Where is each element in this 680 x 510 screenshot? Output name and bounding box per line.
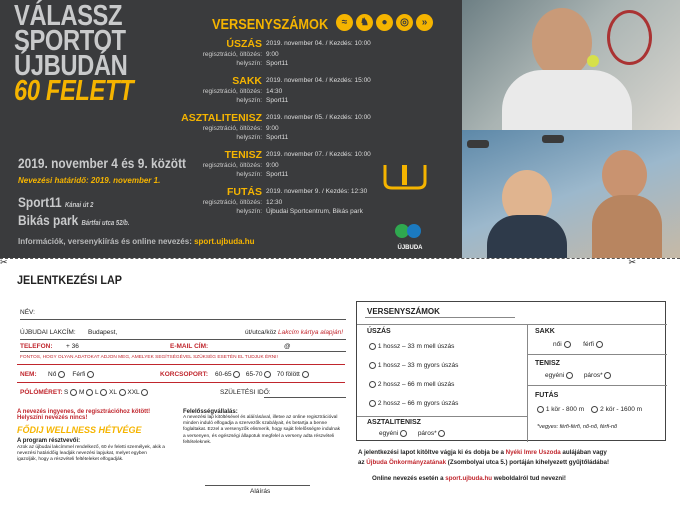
divider — [357, 324, 667, 325]
venue1-name: Sport11 — [18, 194, 62, 210]
venue2-name: Bikás park — [18, 212, 79, 228]
photo-senior-tennis — [462, 0, 680, 130]
tt-radio-2[interactable] — [438, 430, 445, 437]
tennis-option-1: egyéni — [545, 372, 565, 380]
divider — [527, 385, 667, 386]
event-date: 2019. november 04. / Kezdés: 10:00 — [266, 40, 371, 47]
age-option-2-label: 65-70 — [245, 371, 263, 379]
sport-icons — [336, 14, 433, 31]
swim-radio-2[interactable] — [369, 362, 376, 369]
shirt-m-label: M — [78, 389, 85, 397]
address-field[interactable] — [20, 339, 346, 340]
shirt-radio-s[interactable] — [70, 389, 77, 396]
online-line — [372, 475, 566, 482]
event-name: ÚSZÁS — [226, 38, 262, 50]
table-tennis-icon: ● — [376, 14, 393, 31]
free-note-1: A nevezés ingyenes, de regisztrációhoz kötött! — [17, 409, 151, 415]
venue2-addr: Bártfai utca 52/b. — [81, 220, 130, 227]
liability-info — [183, 409, 343, 446]
gender-radio-male[interactable] — [87, 371, 94, 378]
event-name: FUTÁS — [227, 186, 262, 198]
divider — [357, 416, 527, 417]
title-line-2: SPORTOT — [14, 25, 126, 57]
shirt-size-label: PÓLÓMÉRET: — [20, 389, 63, 396]
swim-option-2: 1 hossz – 33 m gyors úszás — [377, 362, 459, 370]
info-prefix: Információk, versenykiírás és online nevezés: — [18, 237, 195, 246]
swimming-icon: ≈ — [336, 14, 353, 31]
tennis-icon: ◎ — [396, 14, 413, 31]
events-box-title: VERSENYSZÁMOK — [367, 307, 440, 316]
run-title: FUTÁS — [535, 392, 559, 399]
swim-radio-1[interactable] — [369, 343, 376, 350]
chess-radio-1[interactable] — [564, 341, 571, 348]
signature-label: Aláírás — [250, 488, 271, 495]
swim-radio-3[interactable] — [369, 381, 376, 388]
birth-date-field[interactable] — [264, 397, 346, 398]
swim-radio-4[interactable] — [369, 400, 376, 407]
run-radio-2[interactable] — [591, 406, 598, 413]
gender-options — [48, 371, 94, 378]
event-name: TENISZ — [224, 149, 262, 161]
name-label: NÉV: — [20, 309, 35, 316]
tennis-option-2: páros* — [583, 372, 603, 380]
tennis-title: TENISZ — [535, 360, 560, 367]
info-line — [18, 237, 255, 246]
photo-face-shape — [532, 8, 592, 78]
dumbbell-icon — [467, 140, 489, 148]
shirt-radio-xl[interactable] — [119, 389, 126, 396]
place-label: helyszín: — [236, 171, 262, 178]
birth-date-label: SZÜLETÉSI IDŐ: — [220, 389, 271, 396]
reg-time: 12:30 — [266, 199, 283, 206]
photo-body-shape — [592, 195, 662, 258]
venue-bikas-park — [18, 212, 129, 228]
separator — [17, 382, 345, 383]
gender-radio-female[interactable] — [58, 371, 65, 378]
events-selection-box — [356, 301, 666, 441]
separator — [17, 364, 345, 365]
event-date: 2019. november 07. / Kezdés: 10:00 — [266, 151, 371, 158]
shirt-l-label: L — [95, 389, 99, 397]
chess-title: SAKK — [535, 328, 555, 335]
chess-option-1: női — [553, 341, 562, 349]
contact-warning: FONTOS, HOGY OLYAN ADATOKAT ADJON MEG, AMELYEK SEGÍTSÉGÉVEL SZÜKSÉG ESETÉN EL TUDJUK ÉRNI! — [20, 355, 278, 360]
tennis-radio-2[interactable] — [604, 372, 611, 379]
age-radio-2[interactable] — [264, 371, 271, 378]
title-line-4: 60 FELETT — [14, 75, 134, 107]
email-label: E-MAIL CÍM: — [170, 343, 209, 350]
divider — [527, 324, 528, 442]
running-icon: » — [416, 14, 433, 31]
liability-text: A nevezési lap kitöltésével és aláírásával, illetve az online regisztrációval minden induló elfogadja a szervezők szabályait, és betartja a benne foglaltakat. Ezzel a versenyzők elismerik, hogy saját felelősségre indulnak a versenyen, és egészségi állapotuk megfelel a verseny adta részvételi feltételeknek. — [183, 415, 341, 445]
reg-label: regisztráció, öltözés: — [202, 162, 262, 169]
registration-form — [0, 258, 680, 510]
ujbuda-logo — [390, 222, 430, 252]
online-c: weboldalról tud nevezni! — [492, 475, 566, 482]
tennis-radio-1[interactable] — [566, 372, 573, 379]
place-label: helyszín: — [236, 97, 262, 104]
name-field[interactable] — [20, 319, 346, 320]
place: Sport11 — [266, 60, 289, 67]
reg-label: regisztráció, öltözés: — [202, 125, 262, 132]
reg-time: 14:30 — [266, 88, 283, 95]
online-a: Online nevezés esetén a — [372, 475, 446, 482]
age-option-3-label: 70 fölött — [276, 371, 300, 379]
ujbuda-logo-text: ÚJBUDA — [397, 245, 423, 251]
event-date: 2019. november 04. / Kezdés: 15:00 — [266, 77, 371, 84]
place-label: helyszín: — [236, 208, 262, 215]
swim-option-4: 2 hossz – 66 m gyors úszás — [377, 400, 459, 408]
swim-title: ÚSZÁS — [367, 328, 391, 335]
pair-note: *vegyes: férfi-férfi, nő-nő, férfi-nő — [537, 424, 618, 430]
table-tennis-title: ASZTALITENISZ — [367, 419, 421, 426]
phone-email-field[interactable] — [20, 351, 346, 352]
shirt-radio-xxl[interactable] — [141, 389, 148, 396]
prize-info — [17, 409, 167, 464]
swim-option-3: 2 hossz – 66 m mell úszás — [377, 381, 455, 389]
event-date: 2019. november 9. / Kezdés: 12:30 — [266, 188, 368, 195]
place: Újbudai Sportcentrum, Bikás park — [266, 208, 363, 215]
submit-2c: (Zsombolyai utca 5.) portáján kihelyezett gyűjtőládába! — [446, 459, 610, 466]
venue1-addr: Kánai út 2 — [64, 202, 94, 209]
photo-shirt-shape — [487, 215, 567, 258]
shirt-radio-l[interactable] — [100, 389, 107, 396]
prize-title: FŐDIJ WELLNESS HÉTVÉGE — [17, 425, 142, 435]
email-at: @ — [284, 343, 291, 350]
chess-icon: ♞ — [356, 14, 373, 31]
gender-option-female-label: Nő — [48, 371, 57, 379]
form-title: JELENTKEZÉSI LAP — [17, 273, 123, 287]
event-name: ASZTALITENISZ — [181, 112, 262, 124]
run-option-1: 1 kör - 800 m — [545, 406, 585, 414]
event-name: SAKK — [232, 75, 262, 87]
divider — [365, 317, 515, 318]
address-suffix: út/utca/köz — [245, 329, 277, 336]
submit-line-1 — [358, 449, 607, 456]
tt-radio-1[interactable] — [400, 430, 407, 437]
ujbuda-uis-logo — [380, 160, 430, 190]
info-link[interactable]: sport.ujbuda.hu — [194, 237, 255, 246]
place-label: helyszín: — [236, 60, 262, 67]
address-card-note: Lakcím kártya alapján! — [278, 329, 344, 336]
photo-senior-fitness — [462, 130, 680, 258]
reg-label: regisztráció, öltözés: — [202, 199, 262, 206]
reg-time: 9:00 — [266, 51, 279, 58]
prize-text: Azok az újbudai lakcímmel rendelkező, 60 év feletti személyek, akik a nevezési határidőig leadják nevezési lapjukat, melyet egyben igazolják, hogy a részvételi feltételeket elfogadják. — [17, 445, 165, 463]
submit-location-1: Nyéki Imre Uszoda — [505, 449, 561, 456]
scissors-icon: ✂ — [628, 257, 636, 267]
free-note-2: Helyszíni nevezés nincs! — [17, 415, 88, 421]
divider — [527, 354, 667, 355]
submit-line-2 — [358, 459, 609, 466]
reg-label: regisztráció, öltözés: — [202, 51, 262, 58]
event-dates: 2019. november 4 és 9. között — [18, 155, 186, 171]
swim-option-1: 1 hossz – 33 m mell úszás — [377, 343, 455, 351]
address-label: ÚJBUDAI LAKCÍM: — [20, 329, 76, 336]
place: Sport11 — [266, 97, 289, 104]
event-date: 2019. november 05. / Kezdés: 10:00 — [266, 114, 371, 121]
place: Sport11 — [266, 134, 289, 141]
gender-option-male-label: Férfi — [72, 371, 86, 379]
scissors-icon: ✂ — [0, 257, 8, 267]
liability-title: Felelősségvállalás: — [183, 409, 238, 415]
age-radio-3[interactable] — [302, 371, 309, 378]
title-line-1: VÁLASSZ — [14, 0, 123, 32]
photo-face-shape — [602, 150, 647, 200]
signature-field[interactable] — [205, 485, 310, 486]
shirt-xl-label: XL — [109, 389, 117, 397]
venue-sport11 — [18, 194, 93, 210]
shirt-s-label: S — [64, 389, 69, 397]
shirt-xxl-label: XXL — [127, 389, 140, 397]
address-city: Budapest, — [88, 329, 118, 336]
tennis-ball-icon — [587, 55, 599, 67]
submit-location-2: Újbuda Önkormányzatának — [366, 459, 447, 466]
shirt-radio-m[interactable] — [86, 389, 93, 396]
reg-time: 9:00 — [266, 125, 279, 132]
title-line-3: ÚJBUDÁN — [14, 50, 128, 82]
submit-1c: aulájában vagy — [560, 449, 607, 456]
reg-label: regisztráció, öltözés: — [202, 88, 262, 95]
place-label: helyszín: — [236, 134, 262, 141]
run-option-2: 2 kör - 1600 m — [600, 406, 643, 414]
age-group-label: KORCSOPORT: — [160, 371, 209, 378]
place: Sport11 — [266, 171, 289, 178]
tt-option-1: egyéni — [379, 430, 399, 438]
phone-label: TELEFON: — [20, 343, 53, 350]
phone-prefix: + 36 — [66, 343, 79, 350]
gender-label: NEM: — [20, 371, 37, 378]
shirt-size-options — [64, 389, 148, 396]
reg-time: 9:00 — [266, 162, 279, 169]
tt-option-2: páros* — [417, 430, 437, 438]
submit-2a: az — [358, 459, 367, 466]
age-radio-1[interactable] — [233, 371, 240, 378]
age-group-options — [215, 371, 309, 378]
age-option-1-label: 60-65 — [215, 371, 232, 379]
chess-option-2: férfi — [583, 341, 594, 349]
events-heading: VERSENYSZÁMOK — [212, 16, 329, 33]
submit-1a: A jelentkezési lapot kitöltve vágja ki és dobja be a — [358, 449, 506, 456]
prize-subtitle: A program résztvevői: — [17, 438, 81, 444]
online-link[interactable]: sport.ujbuda.hu — [445, 475, 493, 482]
run-radio-1[interactable] — [537, 406, 544, 413]
dumbbell-icon — [542, 135, 564, 143]
chess-radio-2[interactable] — [596, 341, 603, 348]
racket-icon — [607, 10, 652, 65]
registration-deadline: Nevezési határidő: 2019. november 1. — [18, 176, 161, 185]
